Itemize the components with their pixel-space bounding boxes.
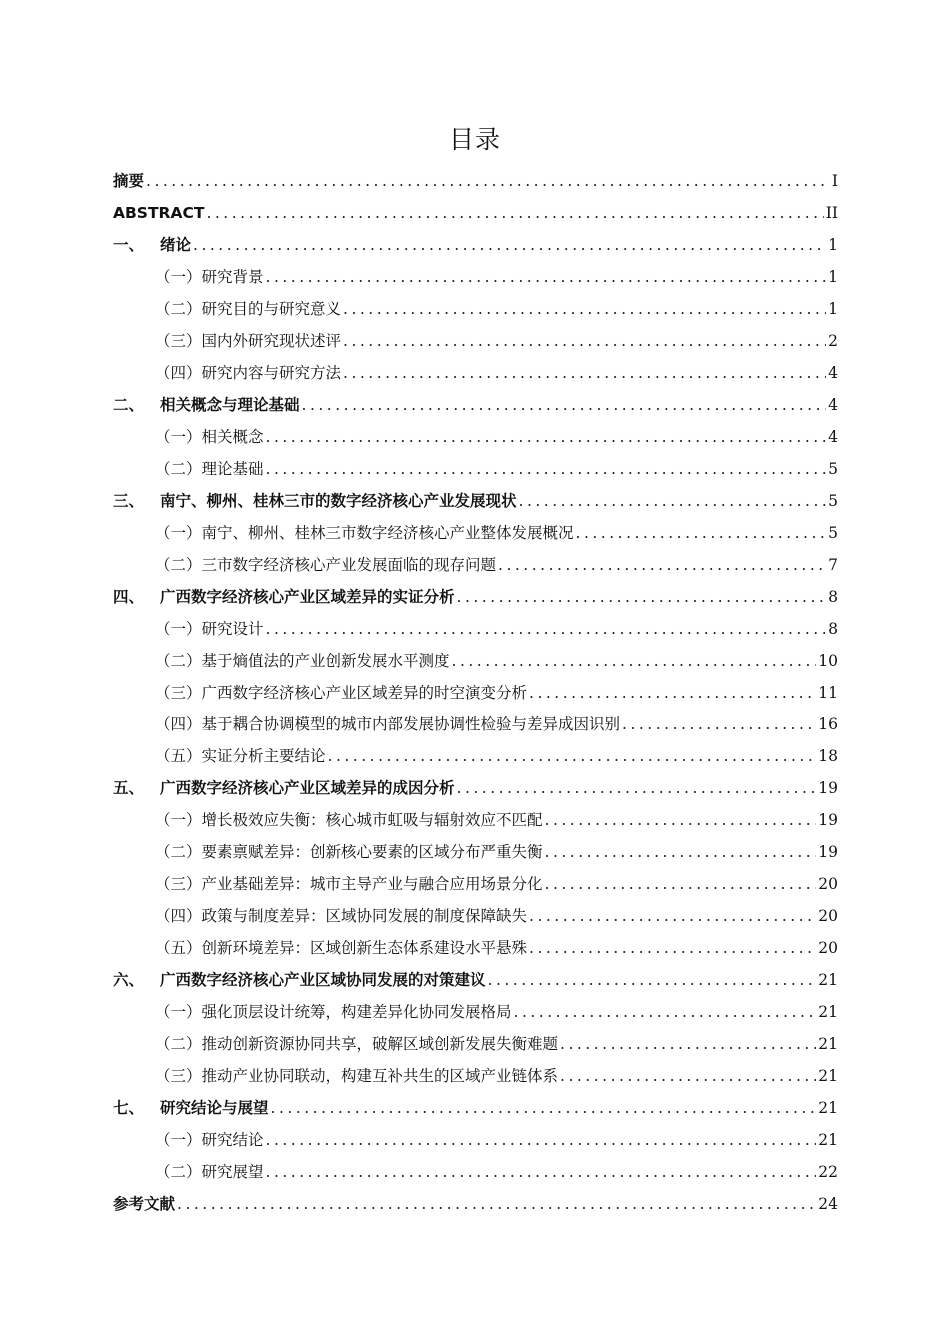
toc-entry-title: 南宁、柳州、桂林三市的数字经济核心产业发展现状	[160, 491, 517, 510]
toc-dot-leader	[266, 1157, 817, 1189]
toc-entry-title: （二）推动创新资源协同共享，破解区域创新发展失衡难题	[155, 1035, 559, 1054]
toc-entry-page-number: 2	[828, 331, 838, 350]
toc-dot-leader	[302, 390, 826, 422]
toc-title: 目录	[448, 125, 501, 154]
toc-entry-chapter[interactable]	[113, 390, 838, 422]
toc-dot-leader	[328, 741, 817, 773]
toc-entry-section[interactable]	[113, 454, 838, 486]
toc-entry-title: （一）研究背景	[155, 267, 264, 286]
toc-entry-page-number: 21	[818, 1003, 838, 1022]
toc-dot-leader	[545, 869, 817, 901]
toc-dot-leader	[622, 709, 816, 741]
toc-entry-title: 摘要	[113, 172, 145, 190]
toc-entry-page-number: 4	[828, 427, 838, 446]
toc-entry-page-number: 21	[818, 1067, 838, 1086]
toc-entry-title: （五）创新环境差异：区域创新生态体系建设水平悬殊	[155, 939, 528, 958]
toc-entry-title: （三）产业基础差异：城市主导产业与融合应用场景分化	[155, 875, 543, 894]
toc-entry-page-number: 1	[828, 299, 838, 318]
toc-entry-section[interactable]	[113, 805, 838, 837]
toc-entry-page-number: II	[825, 203, 838, 222]
toc-entry-chapter[interactable]	[113, 773, 838, 805]
toc-entry-section[interactable]	[113, 518, 838, 550]
toc-entry-title: （二）三市数字经济核心产业发展面临的现存问题	[155, 555, 497, 574]
toc-entry-title: （四）政策与制度差异：区域协同发展的制度保障缺失	[155, 907, 528, 926]
toc-entry-page-number: 20	[818, 875, 838, 894]
toc-entry-page-number: 7	[828, 555, 838, 574]
toc-entry-title: 广西数字经济核心产业区域协同发展的对策建议	[160, 971, 486, 990]
toc-entry-page-number: 20	[818, 907, 838, 926]
toc-entry-number: 七、	[113, 1099, 145, 1118]
toc-entry-chapter[interactable]	[113, 965, 838, 997]
toc-dot-leader	[266, 614, 826, 646]
toc-entry-page-number: 18	[818, 747, 838, 766]
toc-entry-section[interactable]	[113, 678, 838, 710]
toc-entry-section[interactable]	[113, 709, 838, 741]
toc-entry-number: 五、	[113, 779, 145, 798]
toc-entry-chapter[interactable]	[113, 486, 838, 518]
toc-entry-title: （二）研究展望	[155, 1163, 264, 1182]
toc-entry-page-number: 1	[828, 267, 838, 286]
toc-entry-section[interactable]	[113, 262, 838, 294]
toc-dot-leader	[519, 486, 826, 518]
toc-entry-section[interactable]	[113, 326, 838, 358]
toc-entry-title: （二）要素禀赋差异：创新核心要素的区域分布严重失衡	[155, 843, 543, 862]
toc-dot-leader	[576, 518, 826, 550]
toc-entry-section[interactable]	[113, 358, 838, 390]
toc-entry-page-number: 4	[828, 363, 838, 382]
toc-dot-leader	[266, 1125, 817, 1157]
toc-entry-page-number: 21	[818, 971, 838, 990]
toc-list	[113, 166, 838, 1221]
toc-entry-title: 相关概念与理论基础	[160, 395, 300, 414]
toc-entry-page-number: 5	[828, 491, 838, 510]
toc-entry-page-number: 16	[818, 715, 838, 734]
toc-entry-title: （二）基于熵值法的产业创新发展水平测度	[155, 651, 450, 670]
toc-entry-page-number: 8	[828, 587, 838, 606]
toc-entry-chapter[interactable]	[113, 1189, 838, 1221]
toc-dot-leader	[271, 1093, 817, 1125]
toc-entry-section[interactable]	[113, 294, 838, 326]
toc-dot-leader	[146, 166, 826, 198]
toc-dot-leader	[488, 965, 817, 997]
toc-entry-section[interactable]	[113, 1061, 838, 1093]
toc-entry-title: 绪论	[160, 235, 192, 254]
toc-dot-leader	[343, 326, 826, 358]
toc-entry-number: 一、	[113, 235, 145, 254]
toc-dot-leader	[343, 358, 826, 390]
toc-entry-chapter[interactable]	[113, 1093, 838, 1125]
toc-entry-title: （一）研究设计	[155, 619, 264, 638]
toc-entry-section[interactable]	[113, 550, 838, 582]
toc-dot-leader	[206, 198, 823, 230]
toc-entry-title: （四）基于耦合协调模型的城市内部发展协调性检验与差异成因识别	[155, 715, 621, 734]
toc-entry-section[interactable]	[113, 1125, 838, 1157]
toc-entry-section[interactable]	[113, 646, 838, 678]
toc-dot-leader	[545, 805, 817, 837]
toc-entry-number: 二、	[113, 395, 145, 414]
toc-entry-page-number: 20	[818, 939, 838, 958]
toc-entry-section[interactable]	[113, 837, 838, 869]
toc-entry-title: 参考文献	[113, 1195, 176, 1213]
toc-entry-section[interactable]	[113, 614, 838, 646]
toc-entry-chapter[interactable]	[113, 166, 838, 198]
toc-entry-page-number: 21	[818, 1035, 838, 1054]
toc-dot-leader	[266, 422, 826, 454]
toc-entry-title: （一）相关概念	[155, 427, 264, 446]
toc-entry-page-number: 5	[828, 459, 838, 478]
toc-dot-leader	[266, 262, 826, 294]
toc-entry-page-number: 19	[818, 811, 838, 830]
toc-entry-section[interactable]	[113, 933, 838, 965]
toc-dot-leader	[560, 1061, 816, 1093]
toc-dot-leader	[545, 837, 817, 869]
toc-entry-section[interactable]	[113, 741, 838, 773]
toc-entry-chapter[interactable]	[113, 230, 838, 262]
toc-entry-page-number: 21	[818, 1099, 838, 1118]
toc-entry-chapter[interactable]	[113, 198, 838, 230]
toc-entry-page-number: 24	[818, 1195, 838, 1213]
toc-entry-title: 研究结论与展望	[160, 1099, 269, 1118]
toc-entry-page-number: 5	[828, 523, 838, 542]
toc-dot-leader	[457, 582, 826, 614]
toc-dot-leader	[498, 550, 826, 582]
toc-entry-section[interactable]	[113, 869, 838, 901]
toc-entry-page-number: 21	[818, 1131, 838, 1150]
toc-entry-title: （三）推动产业协同联动，构建互补共生的区域产业链体系	[155, 1067, 559, 1086]
toc-entry-title: （二）理论基础	[155, 459, 264, 478]
toc-entry-number: 四、	[113, 587, 145, 606]
toc-entry-title: （五）实证分析主要结论	[155, 747, 326, 766]
toc-dot-leader	[529, 678, 816, 710]
toc-entry-page-number: 11	[818, 683, 838, 702]
toc-entry-title: （一）南宁、柳州、桂林三市数字经济核心产业整体发展概况	[155, 523, 574, 542]
toc-dot-leader	[266, 454, 826, 486]
toc-entry-page-number: 19	[818, 843, 838, 862]
toc-entry-title: （三）国内外研究现状述评	[155, 331, 342, 350]
toc-dot-leader	[529, 901, 816, 933]
toc-entry-title: 广西数字经济核心产业区域差异的实证分析	[160, 587, 455, 606]
toc-entry-title: （一）研究结论	[155, 1131, 264, 1150]
toc-entry-number: 六、	[113, 971, 145, 990]
toc-dot-leader	[457, 773, 817, 805]
toc-entry-page-number: I	[831, 172, 838, 190]
toc-entry-chapter[interactable]	[113, 582, 838, 614]
toc-entry-page-number: 22	[818, 1163, 838, 1182]
toc-entry-page-number: 19	[818, 779, 838, 798]
toc-entry-section[interactable]	[113, 1157, 838, 1189]
toc-dot-leader	[177, 1189, 816, 1221]
toc-entry-title: （二）研究目的与研究意义	[155, 299, 342, 318]
toc-entry-section[interactable]	[113, 1029, 838, 1061]
toc-dot-leader	[193, 230, 826, 262]
toc-dot-leader	[560, 1029, 816, 1061]
toc-entry-number: 三、	[113, 491, 145, 510]
toc-entry-section[interactable]	[113, 422, 838, 454]
toc-entry-page-number: 10	[818, 651, 838, 670]
toc-entry-page-number: 4	[828, 395, 838, 414]
toc-dot-leader	[514, 997, 817, 1029]
toc-entry-title: （一）增长极效应失衡：核心城市虹吸与辐射效应不匹配	[155, 811, 543, 830]
toc-dot-leader	[343, 294, 826, 326]
toc-entry-section[interactable]	[113, 997, 838, 1029]
toc-entry-page-number: 8	[828, 619, 838, 638]
toc-entry-title: ABSTRACT	[113, 203, 205, 222]
toc-entry-section[interactable]	[113, 901, 838, 933]
toc-entry-title: （一）强化顶层设计统筹，构建差异化协同发展格局	[155, 1003, 512, 1022]
toc-entry-page-number: 1	[828, 235, 838, 254]
toc-entry-title: 广西数字经济核心产业区域差异的成因分析	[160, 779, 455, 798]
toc-entry-title: （四）研究内容与研究方法	[155, 363, 342, 382]
toc-entry-title: （三）广西数字经济核心产业区域差异的时空演变分析	[155, 683, 528, 702]
toc-dot-leader	[452, 646, 817, 678]
toc-dot-leader	[529, 933, 816, 965]
